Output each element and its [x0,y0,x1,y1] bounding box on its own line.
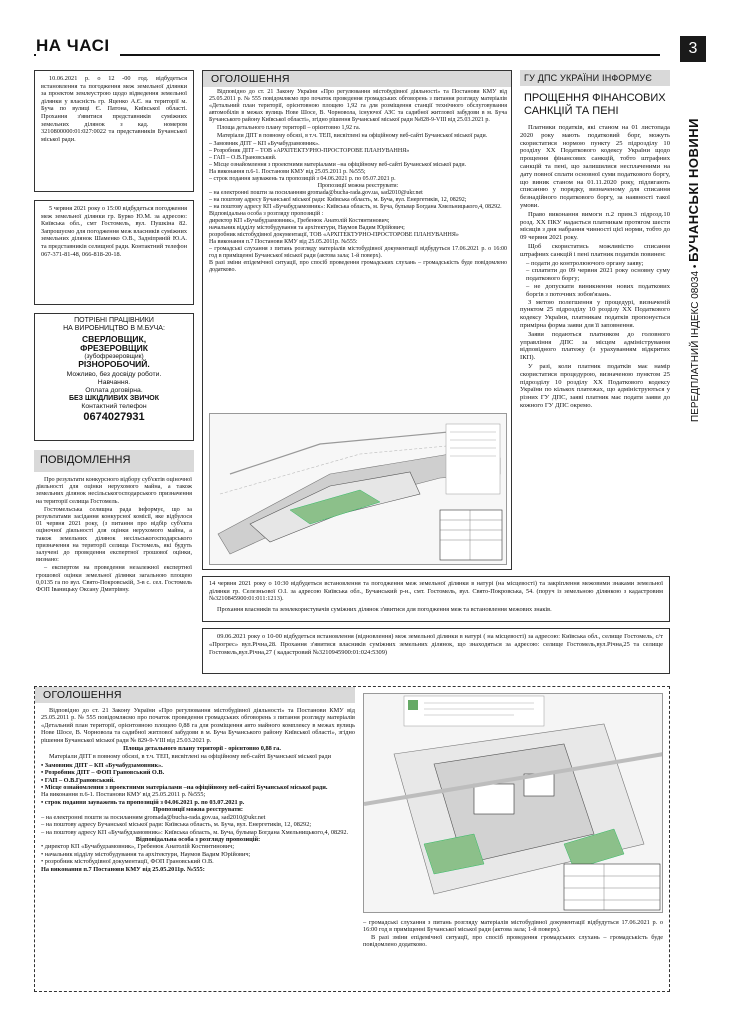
notice-1 [34,70,194,192]
map-plan-svg [210,414,507,565]
tax-body: Платники податків, які станом на 01 листопада 2020 року мають податковий борг, можуть скористатися нормою пункту 25 підрозділу 10 розділу XX Податкового кодексу України щодо прощення фінансових санкцій, тобто штрафних санкцій та пені, що залишилися несплаченими на дату повної сплати основної суми податкового боргу, що виник станом на 01.11.2020 року, підлягають списанню у порядку, визначеному для списання безнадійного податкового боргу, за наявності такої умови. Право виконання вимоги п.2 прим.3 підрозд.10 розд. XX ПКУ надається платникам протягом шести місяців з дня набрання чинності цієї норми, тобто до 09 червня 2021 року. Щоб скористатись можливістю списання штрафних санкцій і пені платник податків повинен: – подати до контролюючого органу заяву; – сплатити до 09 червня 2021 року основну суму податкового боргу; – не допускати виникнення нових податкових боргів з поточних зобов'язань. З метою полегшення у процедурі, визначеній пунктом 25 підрозділу 10 розділу XX Податкового кодексу України, платникам податків пропонується примірна форма заяви для її заповнення. Заяви подаються платником до головного управління ДПС за місцем адміністрування відповідного платежу (з урахуванням відкритих ІКП). У разі, коли платник податків має намір скористатися процедурою, визначеною пунктом 25 підрозділу 10 розділу XX Податкового кодексу України по кількох платежах, що адмініструються у різних ГУ ДПС, заяві платник має подати заяви до кожного ГУ ДПС окремо. [520,124,670,409]
center-notice [202,70,512,570]
announcement-title-bar [34,450,194,472]
announcement-title: ПОВІДОМЛЕННЯ [40,454,131,466]
notice-4 [202,628,670,674]
vertical-masthead: ПЕРЕДПЛАТНИЙ ІНДЕКС 08034 • БУЧАНСЬКІ НОВИНИ [686,118,701,423]
page-number: 3 [680,36,706,62]
map-plan-image-2 [363,693,663,913]
header-rule [34,34,660,56]
bottom-notice [34,686,670,992]
notice-3-text-2: Прохання власників та землекористувачів суміжних ділянок з'явитися для погодження меж та встановлення межових знаків. [217,605,552,613]
bottom-notice-text: Відповідно до ст. 21 Закону України «Про регулювання містобудівної діяльності» та Постанови КМУ від 25.05.2011 р. № 555 повідомляємо про початок проведення громадських обговорень з питання розгляду матеріалів «Детальний план території, орієнтовною площею 0,88 га для розміщення авто майного комплексу в межах вулиць Нове Шосе, В. Чорновола та садибної житлової забудови в м. Буча Бучанського району Київської області», згідно рішення Бучанської міської ради № 829-9-VIII від 25.03.2021 р. Площа детального плану території - орієнтовно 0,88 га. Матеріали ДПТ в повному обсязі, в т.ч. ТЕП, висвітлені на офіційному веб-сайті Бучанської міської ради • Замовник ДПТ – КП «Бучабудзамовник». • Розробник ДПТ – ФОП Грановський О.В. • ГАП – О.В.Грановський. • Місце ознайомлення з проектними матеріалами –на офіційному веб-сайті Бучанської міської ради. На виконання п.6-1. Постанови КМУ від 25.05.2011 р. №555; • строк подання зауважень та пропозицій з 04.06.2021 р. по 03.07.2021 р. Пропозиції можна реєструвати: – на електронні пошти за посиланням gromada@bucha-rada.gov.ua, sad2010@ukr.net – на поштову адресу Бучанської міської ради: Київська область, м. Буча, вул. Енергетиків, 12, 08292; – на поштову адресу КП «Бучабудзамовник»: Київська область, м. Буча, бульвар Богдана Хмельницького,4, 08292. Відповідальна особа з розгляду пропозицій: • директор КП «Бучабудзамовник», Гребенюк Анатолій Костянтинович; • начальник відділу містобудування та архітектури, Наумов Вадим Юрійович; • розробник містобудівної документації, ФОП Грановський О.В. На виконання п.7 Постанови КМУ від 25.05.2011р. №555: [41,707,355,873]
center-notice-text: Відповідно до ст. 21 Закону України «Про регулювання містобудівної діяльності» та Постанови КМУ від 25.05.2011 р. № 555 повідомляємо про початок проведення громадських обговорень з питання розгляду матеріалів «Детальний план території, орієнтовною площею 1,92 га для розміщення станції технічного обслуговування автомобілів в межах вулиць Нове Шосе, В. Чорновола, існуючої АЗС та садибної житлової забудови в м. Буча Бучанського району Київської області», згідно рішення Бучанської міської ради №828-9-VIII від 25.03.2021 р. Площа детального плану території – орієнтовно 1,92 га. Матеріали ДПТ в повному обсязі, в т.ч. ТЕП, висвітлені на офіційному веб-сайті Бучанської міської ради. – Замовник ДПТ – КП «Бучабудзамовник». – Розробник ДПТ – ТОВ «АРХІТЕКТУРНО-ПРОСТОРОВЕ ПЛАНУВАННЯ» – ГАП – О.В.Грановський. – Місце ознайомлення з проектними матеріалами –на офіційному веб-сайті Бучанської міської ради. На виконання п.6-1. Постанови КМУ від 25.05.2011 р. №555; – строк подання зауважень та пропозицій з 04.06.2021 р. по 05.07.2021 р. Пропозиції можна реєструвати: – на електронні пошти за посиланням gromada@bucha-rada.gov.ua, sad2010@ukr.net – на поштову адресу Бучанської міської ради: Київська область, м. Буча, вул. Енергетиків, 12, 08292; – на поштову адресу КП «Бучабудзамовник»: Київська область, м. Буча, бульвар Богдана Хмельницького,4, 08292. Відповідальна особа з розгляду пропозицій : директор КП «Бучабудзамовник», Гребенюк Анатолій Костянтинович; начальник відділу містобудування та архітектури, Наумов Вадим Юрійович; розробник містобудівної документації, ТОВ «АРХІТЕКТУРНО-ПРОСТОРОВЕ ПЛАНУВАННЯ» На виконання п.7 Постанови КМУ від 25.05.2011р. №555: – громадські слухання з питань розгляду матеріалів містобудівної документації відбудуться 17.06.2021 р. о 16:00 год в приміщенні Бучанської міської ради (актова зала; 1-й поверх). В разі зміни епідемічної ситуації, про спосіб проведення громадських слухань – громадськість буде повідомлено додатково. [209,89,507,273]
tax-section-label: ГУ ДПС УКРАЇНИ ІНФОРМУЄ [520,70,670,86]
notice-3 [202,576,670,622]
subscription-index: 08034 [690,270,701,299]
notice-2-text: 5 червня 2021 року о 15:00 відбудеться погодження меж земельної ділянки гр. Бурко Ю.М. за адресою: Київська обл., смт Гостомель, вул. Пушкіна 82. Запрошуємо для погодження меж власників суміжних земельних ділянок Шаменко О.В., Задніпряній Ю.А. та представників селищної ради. Контактний телефон 067-371-81-48, 066-818-20-18. [41,205,187,258]
paper-name: БУЧАНСЬКІ НОВИНИ [686,118,701,262]
notice-1-text: 10.06.2021 р. о 12 -00 год. відбудеться встановлення та погодження меж земельної ділянки за проектом землеустрою щодо відведення земельної ділянки у власність гр. Яценко А.Є. на території м. Буча по вулиці Є. Патона, Київської області. Прохання з'явитися представників суміжних земельних ділянок з кад. номером 3210800000:01:027:0022 та представників Бучанської міської ради. [41,75,187,143]
tax-title: ПРОЩЕННЯ ФІНАНСОВИХ САНКЦІЙ ТА ПЕНІ [524,92,666,117]
subscription-label: ПЕРЕДПЛАТНИЙ ІНДЕКС [690,301,701,423]
job-ad: ПОТРІБНІ ПРАЦІВНИКИ НА ВИРОБНИЦТВО В М.БУЧА: СВЕРЛОВЩИК, ФРЕЗЕРОВЩИК (зубофрезеровщик) РІЗНОРОБОЧИЙ. Можливо, без досвіду роботи. Навчання. Оплата договірна. БЕЗ ШКІДЛИВИХ ЗВИЧОК Контактний телефон 0674027931 [34,313,194,441]
ad-phone: 0674027931 [83,411,145,423]
notice-2 [34,200,194,305]
section-title: НА ЧАСІ [36,36,120,56]
notice-3-text: 14 червня 2021 року о 10:30 відбудеться встановлення та погодження меж земельної ділянки в натурі (на місцевості) та закріплення межовими знаками земельної ділянки гр. Селезньової О.І. за адресою Київська обл., Бучанський р-н., смт. Гостомель, вул. Свято-Покровська, 54. (поруч із земельною ділянкою з кадастровим №3210845900:01:011:1213). [209,580,663,603]
map-plan-image [209,413,507,565]
announcement-body: Про результати конкурсного відбору суб'єктів оціночної діяльності для оцінки нерухомого майна, а також земельних ділянок несільськогосподарського призначення на території селища Гостомель. Гостомельська селищна рада інформує, що за результатами засідання конкурсної комісії, яке відбулося 01 червня 2021 року, (з питання про відбір суб'єкта оціночної діяльності для оцінки нерухомого майна, а також земельних ділянок несільськогосподарського призначення на території селища Гостомель, які будуть залучені до проведення експертної грошової оцінки, визнано: – експертом на проведення незалежної експертної грошової оцінки земельної ділянки загальною площею 0,0135 га по вул. Свято-Покровській, 3-в с. сел. Гостомель ФОП Іваницьку Оксану Дмитрівну. [36,476,192,594]
center-notice-title: ОГОЛОШЕННЯ [203,71,511,87]
bottom-notice-text-2: – громадські слухання з питань розгляду матеріалів містобудівної документації відбудуться 17.06.2021 р. о 16:00 год в приміщенні Бучанської міської ради (актова зала; 1-й поверх). В разі зміни епідемічної ситуації, про спосіб проведення громадських слухань – громадськість буде повідомлено додатково. [363,919,663,949]
bottom-notice-title: ОГОЛОШЕННЯ [35,687,355,703]
notice-4-text: 09.06.2021 року о 10-00 відбудеться встановлення (відновлення) меж земельної ділянки в натурі ( на місцевості) за адресою: Київська обл., селище Гостомель, с/т «Прогрес» вул.Річна,28. Прохання з'явитися власників суміжних земельних ділянок, що знаходяться за адресою: селище Гостомель,вул.Річна,25 та селище Гостомель,вул.Річна,27 ( кадастровий №3210945900:01:024:5309) [209,633,663,656]
map-plan-svg-2 [364,694,663,913]
tax-column [520,70,670,570]
